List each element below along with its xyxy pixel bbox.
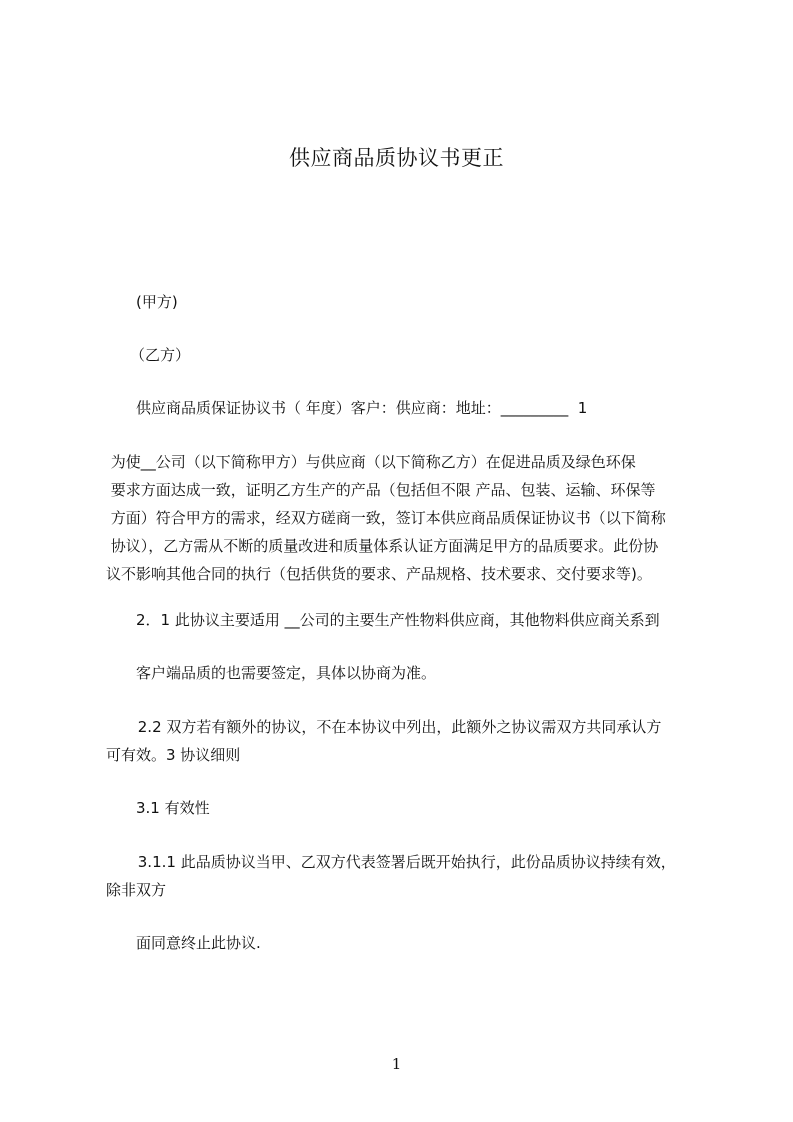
- purpose-line: 协议），乙方需从不断的质量改进和质量体系认证方面满足甲方的品质要求。此份协: [106, 537, 659, 555]
- purpose-line: 要求方面达成一致，证明乙方生产的产品（包括但不限 产品、包装、运输、环保等: [106, 481, 656, 499]
- agreement-header-line: 供应商品质保证协议书（ 年度）客户：供应商：地址：_________ 1: [136, 399, 588, 417]
- party-a-label: (甲方): [136, 293, 178, 311]
- clause-2-2-paragraph: [106, 713, 662, 769]
- clause-3-1-1-continuation: 面同意终止此协议.: [136, 934, 261, 952]
- purpose-line: 议不影响其他合同的执行（包括供货的要求、产品规格、技术要求、交付要求等)。: [106, 565, 652, 583]
- page-number: 1: [391, 1055, 402, 1073]
- purpose-line: 为使__公司（以下简称甲方）与供应商（以下简称乙方）在促进品质及绿色环保: [106, 453, 636, 471]
- clause-3-1-1-line: 除非双方: [106, 881, 167, 899]
- clause-2-1-continuation: 客户端品质的也需要签定，具体以协商为准。: [136, 664, 437, 682]
- party-b-label: （乙方）: [130, 346, 191, 364]
- clause-2-2-line: 可有效。3 协议细则: [106, 746, 241, 764]
- clause-2-1: 2．1 此协议主要适用 __公司的主要生产性物料供应商，其他物料供应商关系到: [136, 611, 660, 629]
- clause-3-1-1-paragraph: [106, 848, 676, 904]
- clause-2-2-line: 2.2 双方若有额外的协议，不在本协议中列出，此额外之协议需双方共同承认方: [133, 718, 662, 736]
- purpose-line: 方面）符合甲方的需求，经双方磋商一致，签订本供应商品质保证协议书（以下简称: [106, 509, 666, 527]
- clause-3-1-heading: 3.1 有效性: [136, 799, 210, 817]
- document-title: 供应商品质协议书更正: [289, 146, 504, 170]
- purpose-paragraph: [106, 448, 666, 588]
- clause-3-1-1-line: 3.1.1 此品质协议当甲、乙双方代表签署后既开始执行，此份品质协议持续有效，: [133, 853, 676, 871]
